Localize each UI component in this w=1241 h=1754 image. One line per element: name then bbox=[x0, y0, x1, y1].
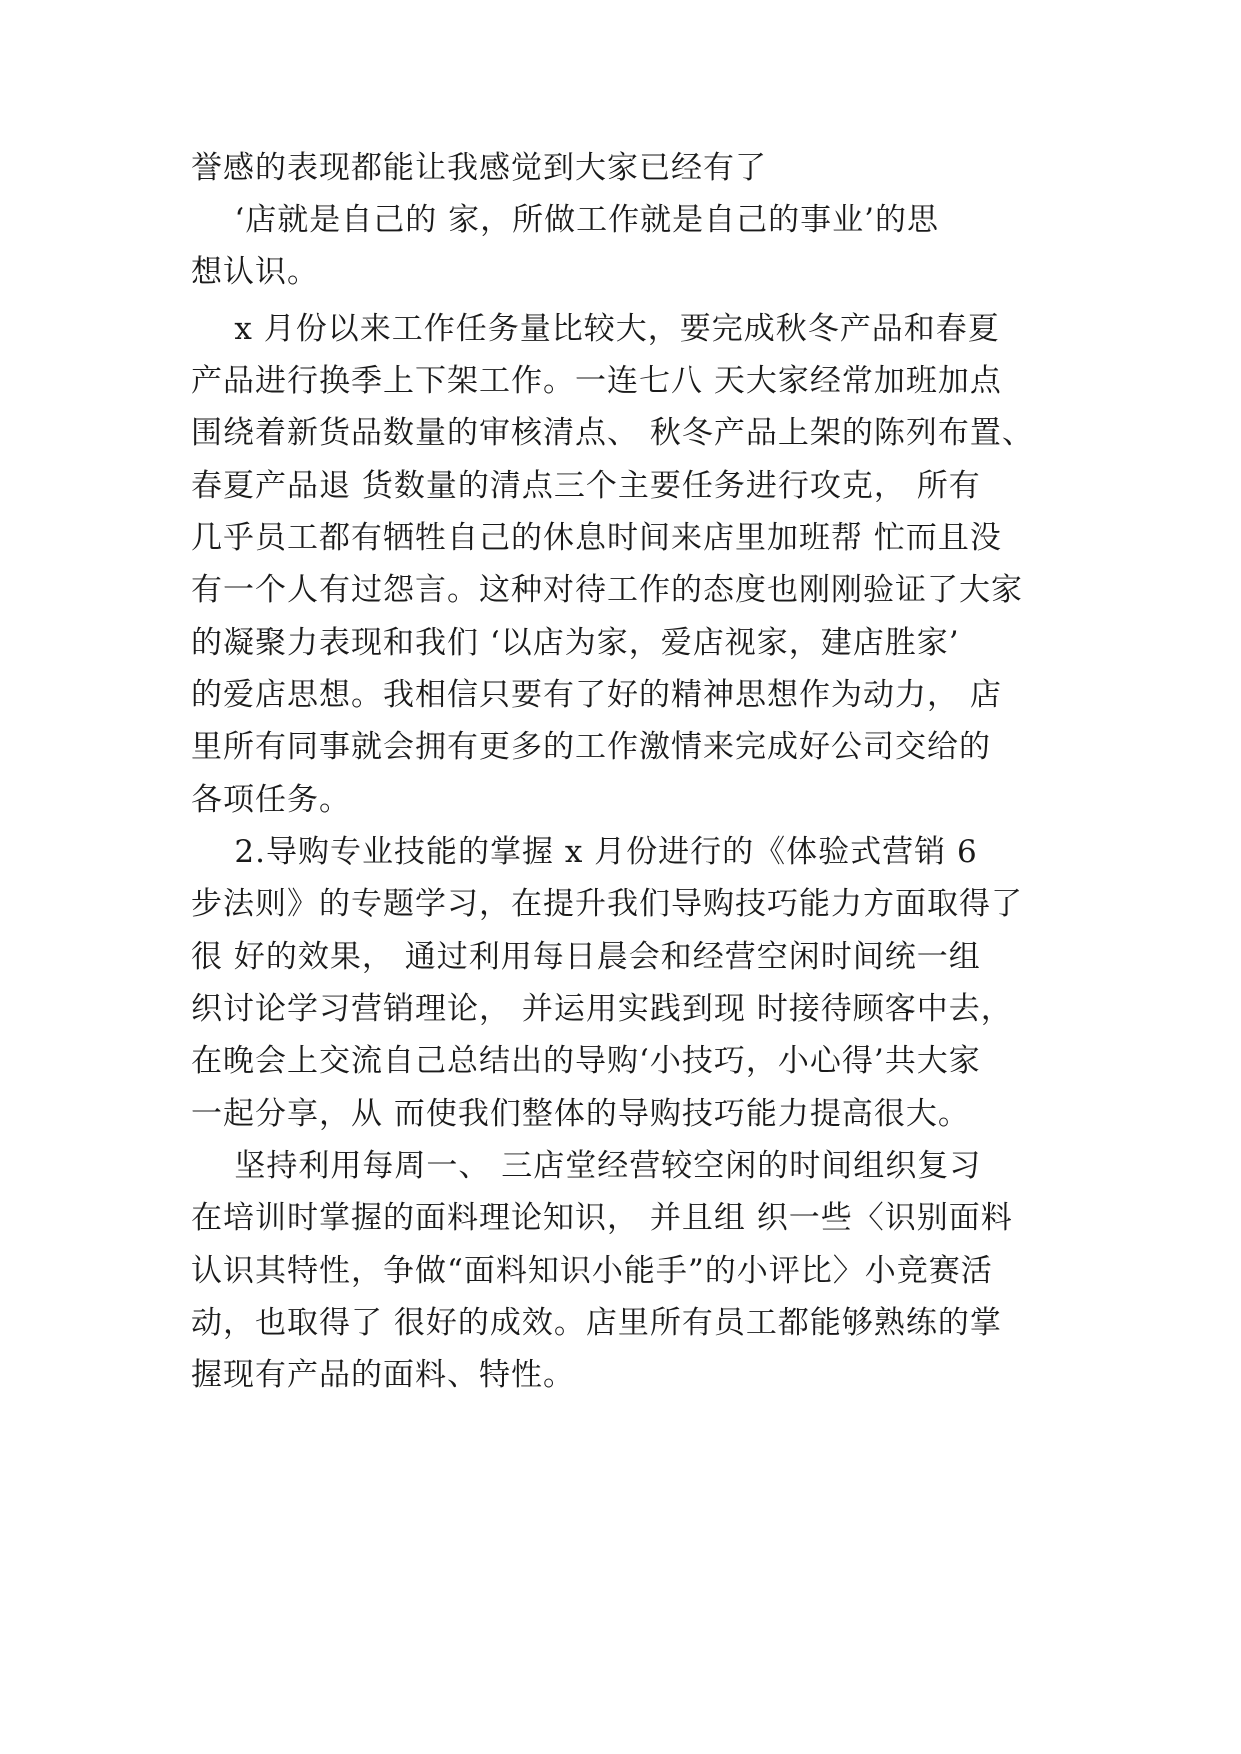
text-line: 动，也取得了 很好的成效。店里所有员工都能够熟练的掌 bbox=[191, 1305, 1002, 1341]
text-line: 织讨论学习营销理论， 并运用实践到现 时接待顾客中去， bbox=[191, 991, 1013, 1027]
text-line: 握现有产品的面料、特性。 bbox=[191, 1357, 575, 1393]
text-line: 几乎员工都有牺牲自己的休息时间来店里加班帮 忙而且没 bbox=[191, 520, 1002, 556]
text-line: 产品进行换季上下架工作。一连七八 天大家经常加班加点 bbox=[191, 363, 1002, 399]
text-line: 各项任务。 bbox=[191, 782, 351, 818]
text-line: 春夏产品退 货数量的清点三个主要任务进行攻克， 所有 bbox=[191, 468, 981, 504]
text-line: 围绕着新货品数量的审核清点、 秋冬产品上架的陈列布置、 bbox=[191, 415, 1034, 451]
text-line: 里所有同事就会拥有更多的工作激情来完成好公司交给的 bbox=[191, 729, 991, 765]
text-line: 坚持利用每周一、 三店堂经营较空闲的时间组织复习 bbox=[191, 1148, 982, 1184]
text-line: ‘店就是自己的 家，所做工作就是自己的事业’的思 bbox=[191, 202, 939, 238]
text-line: 有一个人有过怨言。这种对待工作的态度也刚刚验证了大家 bbox=[191, 572, 1023, 608]
text-line: x 月份以来工作任务量比较大，要完成秋冬产品和春夏 bbox=[191, 311, 1000, 347]
text-line: 的凝聚力表现和我们 ‘以店为家，爱店视家，建店胜家’ bbox=[191, 625, 960, 661]
text-line: 一起分享，从 而使我们整体的导购技巧能力提高很大。 bbox=[191, 1096, 970, 1132]
text-line: 誉感的表现都能让我感觉到大家已经有了 bbox=[191, 150, 767, 186]
text-line: 在晚会上交流自己总结出的导购‘小技巧，小心得’共大家 bbox=[191, 1043, 981, 1079]
text-line: 认识其特性，争做“面料知识小能手”的小评比〉小竞赛活 bbox=[191, 1253, 993, 1289]
text-line: 2.导购专业技能的掌握 x 月份进行的《体验式营销 6 bbox=[191, 834, 978, 870]
text-line: 在培训时掌握的面料理论知识， 并且组 织一些〈识别面料 bbox=[191, 1200, 1013, 1236]
text-line: 步法则》的专题学习，在提升我们导购技巧能力方面取得了 bbox=[191, 886, 1023, 922]
text-line: 很 好的效果， 通过利用每日晨会和经营空闲时间统一组 bbox=[191, 939, 981, 975]
text-line: 想认识。 bbox=[191, 254, 319, 290]
text-line: 的爱店思想。我相信只要有了好的精神思想作为动力， 店 bbox=[191, 677, 1002, 713]
